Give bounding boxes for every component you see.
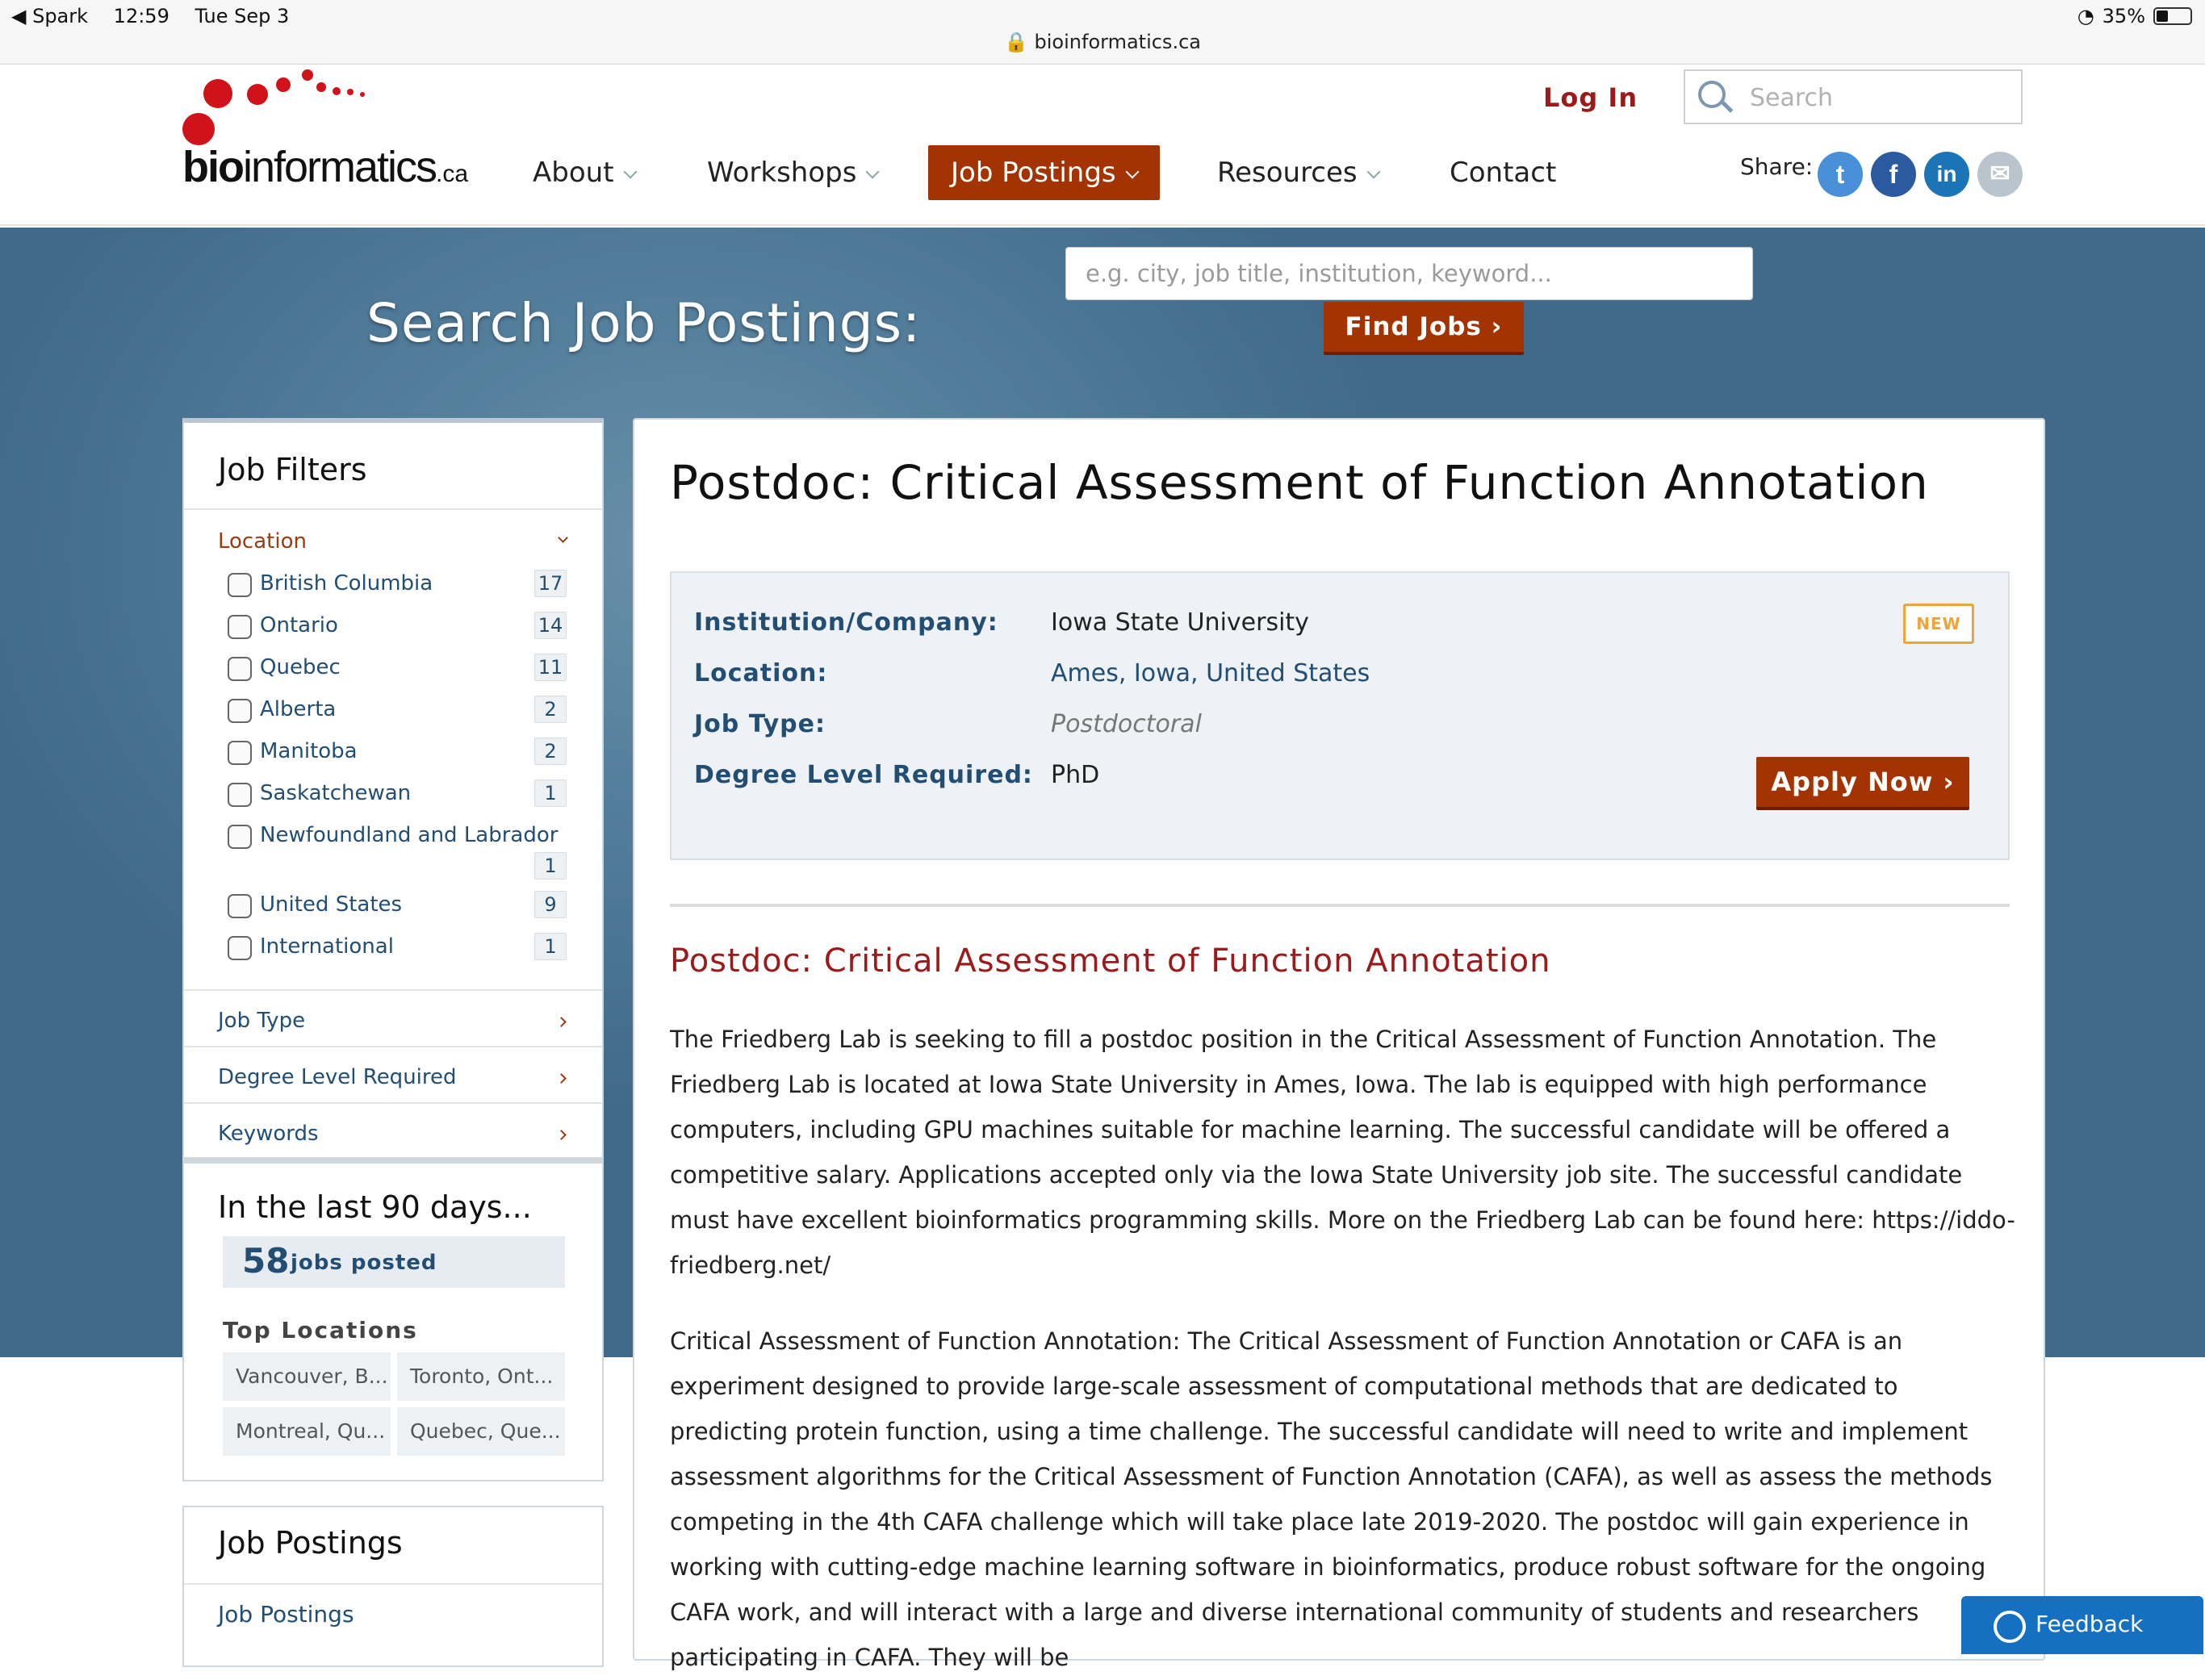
hero-title: Search Job Postings: <box>366 292 922 354</box>
nav-contact[interactable]: Contact <box>1450 157 1557 189</box>
top-locations-title: Top Locations <box>223 1317 418 1344</box>
filter-section-degree-level[interactable]: Degree Level Required <box>218 1065 457 1089</box>
linkedin-icon[interactable]: in <box>1924 152 1969 197</box>
job-postings-title: Job Postings <box>218 1525 403 1561</box>
filter-ontario[interactable]: Ontario 14 <box>228 610 567 642</box>
job-detail-panel <box>633 418 2045 1671</box>
filter-section-job-type[interactable]: Job Type <box>218 1009 306 1033</box>
back-to-app-link[interactable]: ◀ Spark <box>11 5 89 27</box>
job-description-paragraph: The Friedberg Lab is seeking to fill a postdoc position in the Critical Assessment of Function Annotation. The Friedberg Lab is located at Iowa State University in Ames, Iowa. The lab is equipped with high performance computers, including GPU machines suitable for machine learning. The successful candidate will be offered a competitive salary. Applications accepted only via the Iowa State University job site. The successful candidate must have excellent bioinformatics programming skills. More on the Friedberg Lab can be found here: https://iddo-friedberg.net/ <box>670 1026 2015 1279</box>
count-badge: 2 <box>534 696 567 723</box>
site-logo[interactable] <box>182 65 469 194</box>
checkbox[interactable] <box>228 894 252 918</box>
top-location-link[interactable]: Quebec, Que... <box>397 1407 565 1456</box>
job-description-paragraph: Critical Assessment of Function Annotation: The Critical Assessment of Function Annotation or CAFA is an experiment designed to provide large-scale assessment of computational methods that are dedicated to predicting protein function, using a time challenge. The successful candidate will need to write and implement assessment algorithms for the Critical Assessment of Function Annotation (CAFA), as well as assess the methods competing in the 4th CAFA challenge which will take place late 2019-2020. The postdoc will gain experience in working with cutting-edge machine learning software in bioinformatics, produce robust software for the ongoing CAFA work, and will interact with a large and diverse international community of students and researchers participating in CAFA. They will be <box>670 1327 1993 1671</box>
job-type-label: Job Type: <box>694 710 826 738</box>
checkbox[interactable] <box>228 657 252 681</box>
checkbox[interactable] <box>228 783 252 807</box>
jobs-posted-stat <box>223 1236 565 1288</box>
location-value[interactable]: Ames, Iowa, United States <box>1051 659 1370 687</box>
checkbox[interactable] <box>228 741 252 765</box>
filter-quebec[interactable]: Quebec 11 <box>228 652 567 684</box>
jobs-label: jobs posted <box>291 1251 437 1275</box>
nav-about[interactable]: About <box>533 145 635 200</box>
chevron-down-icon <box>623 165 637 179</box>
divider <box>184 989 602 991</box>
nav-job-postings[interactable]: Job Postings <box>928 145 1160 200</box>
email-icon[interactable]: ✉ <box>1977 152 2023 197</box>
institution-label: Institution/Company: <box>694 608 998 637</box>
chevron-down-icon[interactable] <box>558 533 568 543</box>
count-badge: 17 <box>534 570 567 597</box>
divider <box>184 1102 602 1104</box>
address-url: bioinformatics.ca <box>1034 31 1201 53</box>
top-location-link[interactable]: Montreal, Qu... <box>223 1407 391 1456</box>
logo-dot <box>203 79 232 108</box>
degree-value: PhD <box>1051 761 1100 789</box>
logo-wordmark: bioinformatics.ca <box>182 143 469 191</box>
count-badge: 1 <box>534 852 567 880</box>
location-label: Location: <box>694 659 828 687</box>
logo-dot <box>302 69 313 81</box>
chevron-down-icon <box>1125 165 1139 179</box>
filter-newfoundland-and-labrador[interactable]: Newfoundland and Labrador 1 <box>228 820 567 884</box>
filter-united-states[interactable]: United States 9 <box>228 889 567 921</box>
ios-status-bar <box>0 0 2205 65</box>
find-jobs-button[interactable]: Find Jobs › <box>1324 302 1524 355</box>
count-badge: 1 <box>534 779 567 807</box>
checkbox[interactable] <box>228 936 252 960</box>
battery-icon <box>2153 7 2192 25</box>
chevron-right-icon[interactable] <box>556 1130 567 1140</box>
count-badge: 2 <box>534 738 567 765</box>
share-label: Share: <box>1740 153 1814 180</box>
logo-dot <box>182 113 215 145</box>
address-bar[interactable]: 🔒 bioinformatics.ca <box>1004 31 1201 53</box>
count-badge: 9 <box>534 891 567 918</box>
search-input[interactable] <box>1750 77 2008 118</box>
status-time: 12:59 <box>113 5 169 27</box>
job-subtitle: Postdoc: Critical Assessment of Function Annotation <box>670 942 1551 980</box>
chevron-right-icon[interactable] <box>556 1017 567 1027</box>
job-info-box <box>670 571 2010 860</box>
count-badge: 11 <box>534 654 567 681</box>
job-filters-panel <box>182 418 604 1481</box>
filter-manitoba[interactable]: Manitoba 2 <box>228 736 567 768</box>
status-date: Tue Sep 3 <box>195 5 290 27</box>
divider <box>184 1157 602 1164</box>
logo-dot <box>333 87 341 95</box>
login-link[interactable]: Log In <box>1543 82 1638 113</box>
location-filter-toggle[interactable]: Location <box>218 529 307 554</box>
jobs-count: 58 <box>242 1241 290 1281</box>
divider <box>184 508 602 510</box>
wifi-icon: ◔ <box>2077 5 2094 27</box>
divider <box>184 1046 602 1047</box>
filter-section-keywords[interactable]: Keywords <box>218 1122 319 1146</box>
search-icon <box>1698 81 1726 108</box>
checkbox[interactable] <box>228 825 252 849</box>
nav-workshops[interactable]: Workshops <box>707 145 877 200</box>
feedback-button[interactable]: Feedback <box>1961 1596 2203 1654</box>
filters-title: Job Filters <box>218 452 367 487</box>
logo-dot <box>276 77 291 92</box>
job-postings-panel <box>182 1506 604 1667</box>
chevron-down-icon <box>1366 165 1380 179</box>
facebook-icon[interactable]: f <box>1871 152 1916 197</box>
new-badge: NEW <box>1903 604 1974 644</box>
apply-now-button[interactable]: Apply Now › <box>1756 757 1969 810</box>
divider <box>184 1583 602 1585</box>
nav-resources[interactable]: Resources <box>1217 145 1379 200</box>
twitter-icon[interactable]: t <box>1818 152 1863 197</box>
checkbox[interactable] <box>228 615 252 639</box>
site-header <box>0 65 2205 226</box>
checkbox[interactable] <box>228 699 252 723</box>
degree-label: Degree Level Required: <box>694 761 1033 789</box>
count-badge: 14 <box>534 612 567 639</box>
filter-alberta[interactable]: Alberta 2 <box>228 694 567 726</box>
filter-saskatchewan[interactable]: Saskatchewan 1 <box>228 778 567 810</box>
chevron-right-icon[interactable] <box>556 1073 567 1084</box>
count-badge: 1 <box>534 933 567 960</box>
job-type-value: Postdoctoral <box>1051 710 1202 738</box>
job-postings-link[interactable]: Job Postings <box>218 1601 354 1628</box>
top-location-link[interactable]: Toronto, Ont... <box>397 1352 565 1401</box>
divider <box>670 904 2010 907</box>
top-location-link[interactable]: Vancouver, B... <box>223 1352 391 1401</box>
chevron-down-icon <box>866 165 880 179</box>
logo-dot <box>360 92 365 97</box>
feedback-icon <box>1994 1611 2026 1643</box>
logo-dot <box>316 82 326 92</box>
battery-percent: 35% <box>2102 5 2145 27</box>
job-search-input[interactable] <box>1065 247 1753 300</box>
site-search[interactable] <box>1684 69 2023 124</box>
filter-international[interactable]: International 1 <box>228 931 567 963</box>
last-90-days-title: In the last 90 days... <box>218 1189 532 1225</box>
institution-value: Iowa State University <box>1051 608 1309 637</box>
job-title: Postdoc: Critical Assessment of Function Annotation <box>670 455 1929 510</box>
filter-british-columbia[interactable]: British Columbia 17 <box>228 568 567 600</box>
checkbox[interactable] <box>228 573 252 597</box>
logo-dot <box>247 84 268 105</box>
logo-dot <box>347 89 354 95</box>
